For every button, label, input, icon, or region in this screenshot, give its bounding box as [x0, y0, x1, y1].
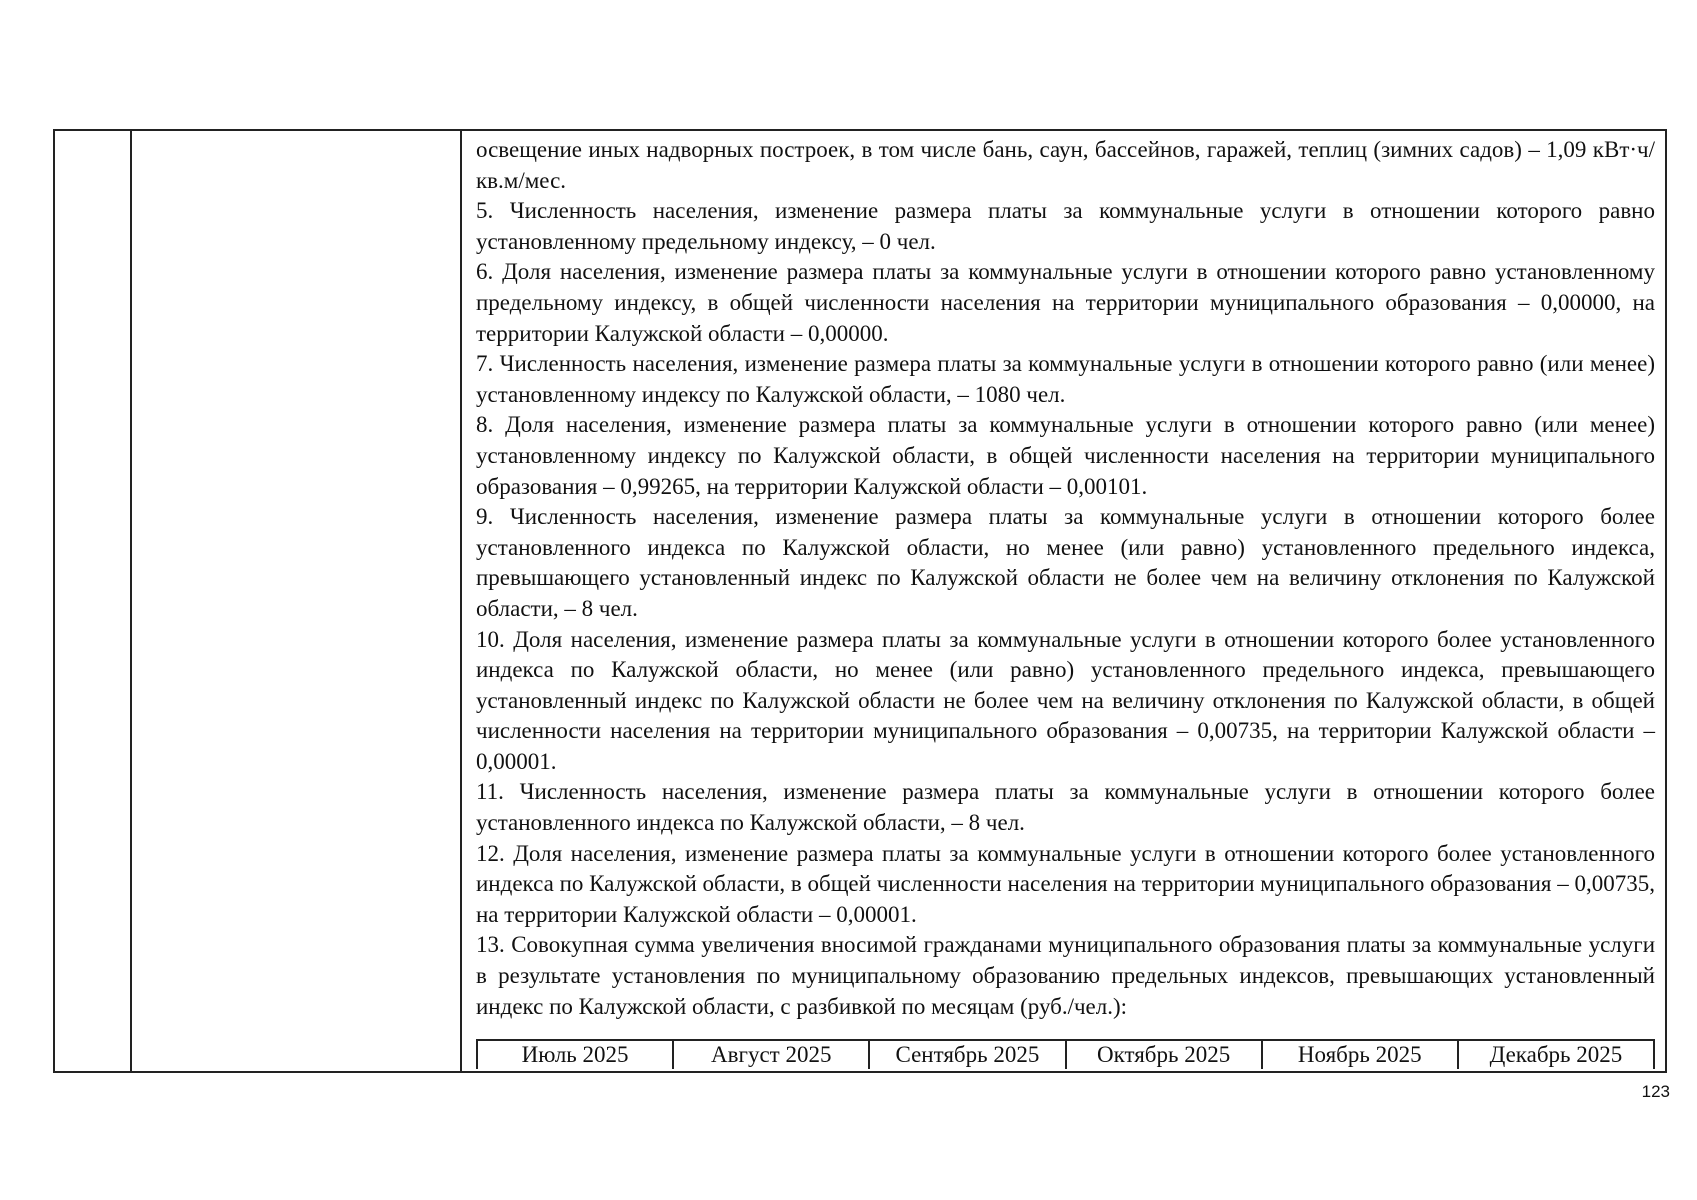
month-cell-october: Октябрь 2025 [1065, 1041, 1261, 1069]
paragraph-item-9: 9. Численность населения, изменение размера платы за коммунальные услуги в отношении которого более установленного индекса по Калужской области, но менее (или равно) установленного предельного индекса, превышающего установленный индекс по Калужской области не более чем на величину отклонения по Калужской области, – 8 чел. [476, 504, 1655, 621]
paragraph-item-11: 11. Численность населения, изменение размера платы за коммунальные услуги в отношении которого более установленного индекса по Калужской области, – 8 чел. [476, 779, 1655, 836]
month-cell-july: Июль 2025 [521, 1042, 629, 1067]
row-name-cell [132, 131, 462, 1071]
month-cell-december: Декабрь 2025 [1457, 1041, 1653, 1069]
paragraph-item-8: 8. Доля населения, изменение размера платы за коммунальные услуги в отношении которого равно (или менее) установленному индексу по Калужской области, в общей численности населения на территории муниципального образования – 0,99265, на территории Калужской области – 0,00101. [476, 412, 1655, 499]
month-cell-september: Сентябрь 2025 [868, 1041, 1064, 1069]
paragraph-item-5: 5. Численность населения, изменение размера платы за коммунальные услуги в отношении которого равно установленному предельному индексу, – 0 чел. [476, 198, 1655, 254]
month-cell-november: Ноябрь 2025 [1261, 1041, 1457, 1069]
row-content-cell [462, 131, 1665, 1071]
paragraph-item-13: 13. Совокупная сумма увеличения вносимой гражданами муниципального образования платы за коммунальные услуги в результате установления по муниципальному образованию предельных индексов, превышающих установленный индекс по Калужской области, с разбивкой по месяцам (руб./чел.): [476, 932, 1655, 1019]
months-header-row [476, 1039, 1655, 1069]
page-number: 123 [1641, 1082, 1670, 1101]
document-table [53, 129, 1667, 1073]
row-number-cell [55, 131, 132, 1071]
paragraph-item-12: 12. Доля населения, изменение размера платы за коммунальные услуги в отношении которого более установленного индекса по Калужской области, в общей численности населения на территории муниципального образования – 0,00735, на территории Калужской области – 0,00001. [476, 840, 1655, 927]
paragraph-item-6: 6. Доля населения, изменение размера платы за коммунальные услуги в отношении которого равно установленному предельному индексу, в общей численности населения на территории муниципального образования – 0,00000, на территории Калужской области – 0,00000. [476, 259, 1655, 346]
month-cell-august: Август 2025 [672, 1041, 868, 1069]
paragraph-item-7: 7. Численность населения, изменение размера платы за коммунальные услуги в отношении которого равно (или менее) установленному индексу по Калужской области, – 1080 чел. [476, 351, 1655, 407]
paragraph-lighting: освещение иных надворных построек, в том числе бань, саун, бассейнов, гаражей, теплиц (зимних садов) – 1,09 кВт·ч/кв.м/мес. [476, 137, 1655, 193]
paragraph-item-10: 10. Доля населения, изменение размера платы за коммунальные услуги в отношении которого более установленного индекса по Калужской области, но менее (или равно) установленного предельного индекса, превышающего установленный индекс по Калужской области не более чем на величину отклонения по Калужской области, в общей численности населения на территории муниципального образования – 0,00735, на территории Калужской области – 0,00001. [476, 626, 1655, 774]
